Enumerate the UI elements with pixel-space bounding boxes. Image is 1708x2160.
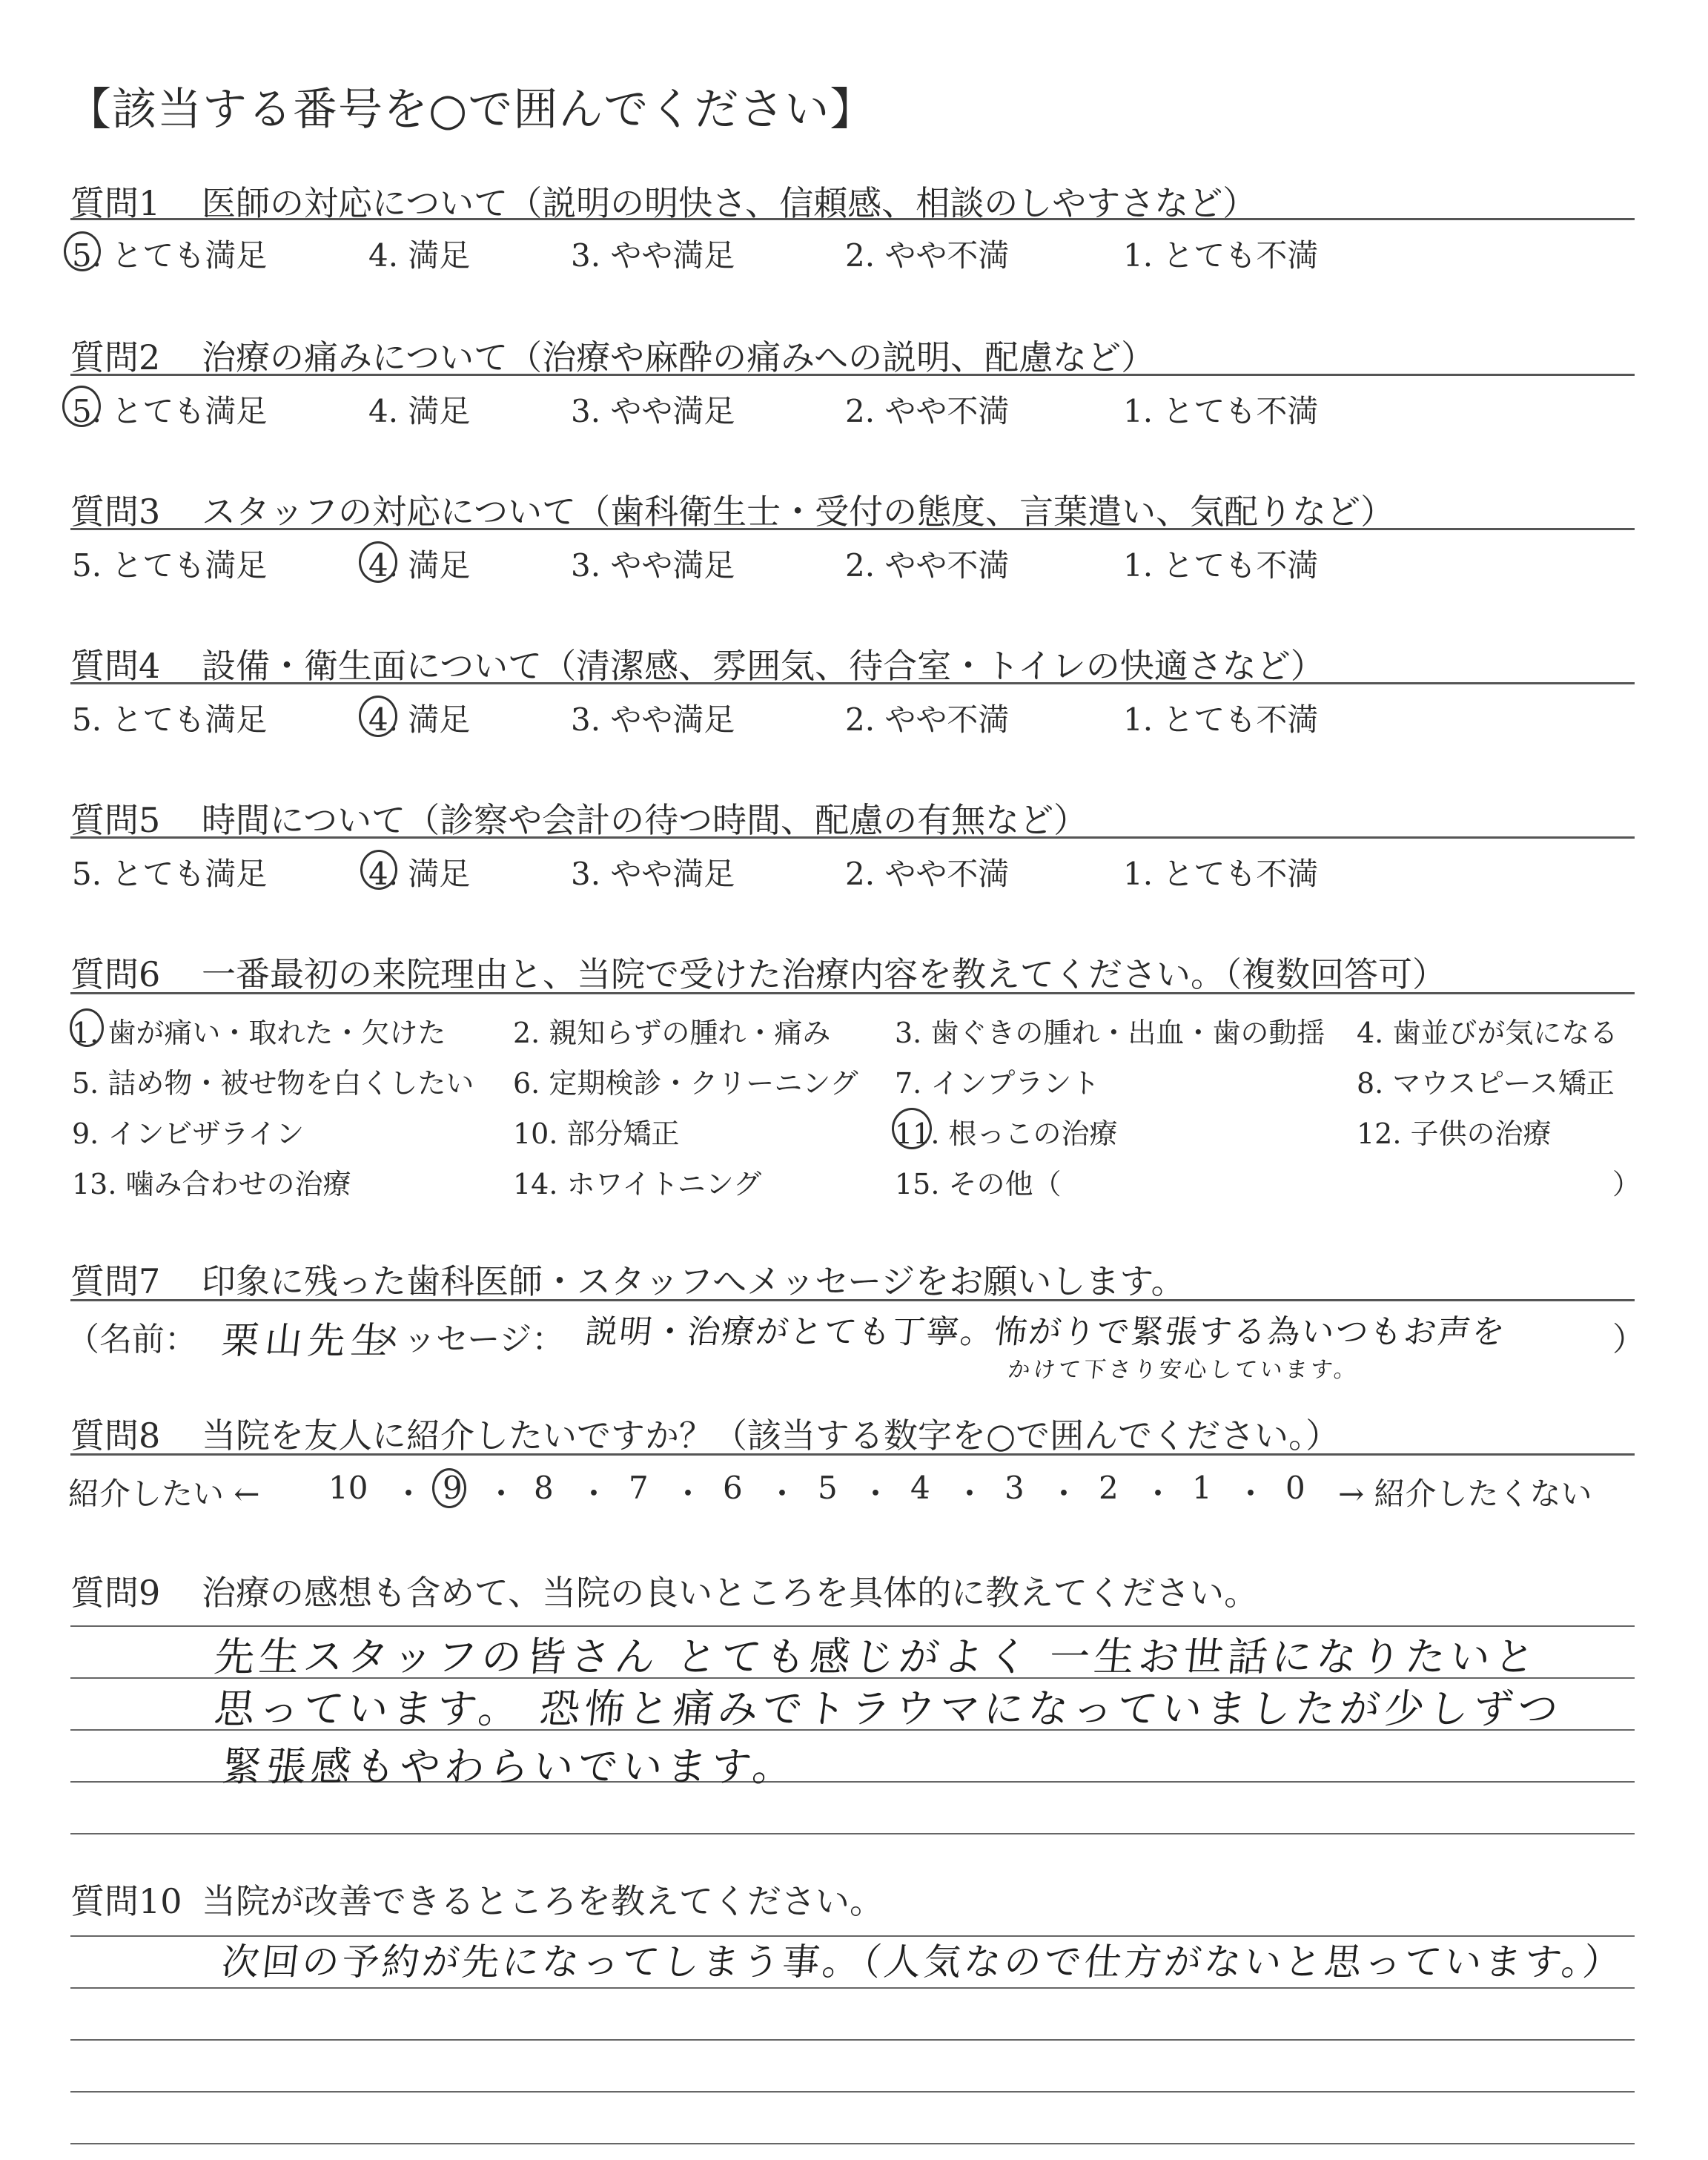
q4-option-2[interactable]: 2. やや不満 <box>845 701 1010 738</box>
q6-selected-circle-1 <box>70 1008 104 1047</box>
question-4-rule <box>70 682 1635 684</box>
q8-selected-circle <box>432 1468 466 1508</box>
q6-option-15-close-paren: ） <box>1612 1168 1641 1200</box>
question-2-text: 治療の痛みについて（治療や麻酔の痛みへの説明、配慮など） <box>202 337 1156 377</box>
q8-scale-dot: ・ <box>1048 1476 1080 1512</box>
q10-answer-line-1[interactable]: 次回の予約が先になってしまう事。（人気なので仕方がないと思っています。） <box>219 1941 1626 1984</box>
q5-option-3[interactable]: 3. やや満足 <box>571 856 735 892</box>
q8-scale-dot: ・ <box>393 1476 425 1512</box>
q3-option-3[interactable]: 3. やや満足 <box>571 547 735 584</box>
q8-scale-8[interactable]: 8 <box>534 1470 554 1506</box>
q8-scale-dot: ・ <box>672 1476 704 1512</box>
q1-selected-circle <box>64 231 101 271</box>
q8-scale-5[interactable]: 5 <box>818 1470 838 1506</box>
q8-scale-10[interactable]: 10 <box>328 1470 368 1506</box>
q8-scale-dot: ・ <box>578 1476 610 1512</box>
q6-option-5[interactable]: 5. 詰め物・被せ物を白くしたい <box>72 1067 474 1100</box>
question-5-rule <box>70 836 1635 839</box>
q5-option-5[interactable]: 5. とても満足 <box>72 856 268 892</box>
question-6-label: 質問6 <box>70 954 161 994</box>
q9-answer-line <box>70 1833 1635 1834</box>
q8-scale-dot: ・ <box>954 1476 986 1512</box>
question-10-label: 質問10 <box>70 1881 182 1921</box>
q8-right-label: → 紹介したくない <box>1338 1476 1592 1512</box>
q3-option-2[interactable]: 2. やや不満 <box>845 547 1010 584</box>
question-5-text: 時間について（診察や会計の待つ時間、配慮の有無など） <box>202 800 1088 840</box>
q6-option-7[interactable]: 7. インプラント <box>895 1067 1100 1100</box>
q5-option-2[interactable]: 2. やや不満 <box>845 856 1010 892</box>
q2-selected-circle <box>62 386 101 427</box>
q6-option-1[interactable]: 1. 歯が痛い・取れた・欠けた <box>72 1017 446 1049</box>
q4-option-3[interactable]: 3. やや満足 <box>571 701 735 738</box>
question-8-rule <box>70 1453 1635 1456</box>
q8-scale-dot: ・ <box>767 1476 798 1512</box>
q5-option-4[interactable]: 4. 満足 <box>368 856 471 892</box>
q6-option-10[interactable]: 10. 部分矯正 <box>513 1117 680 1150</box>
q1-option-5[interactable]: 5. とても満足 <box>72 237 268 274</box>
question-7-label: 質問7 <box>70 1261 161 1301</box>
question-7-text: 印象に残った歯科医師・スタッフへメッセージをお願いします。 <box>202 1261 1185 1301</box>
q10-answer-line <box>70 2039 1635 2041</box>
q2-option-1[interactable]: 1. とても不満 <box>1123 393 1319 429</box>
q7-message-line-2[interactable]: かけて下さり安心しています。 <box>1006 1357 1361 1383</box>
q1-option-3[interactable]: 3. やや満足 <box>571 237 735 274</box>
question-10-text: 当院が改善できるところを教えてください。 <box>202 1881 884 1921</box>
q3-option-4[interactable]: 4. 満足 <box>368 547 471 584</box>
q7-message-label: メッセージ： <box>371 1321 565 1358</box>
q6-option-13[interactable]: 13. 噛み合わせの治療 <box>72 1168 351 1200</box>
question-8-label: 質問8 <box>70 1416 161 1456</box>
q3-option-1[interactable]: 1. とても不満 <box>1123 547 1319 584</box>
q1-option-1[interactable]: 1. とても不満 <box>1123 237 1319 274</box>
question-7-rule <box>70 1299 1635 1301</box>
question-9-text: 治療の感想も含めて、当院の良いところを具体的に教えてください。 <box>202 1573 1259 1613</box>
q4-option-4[interactable]: 4. 満足 <box>368 701 471 738</box>
q6-option-8[interactable]: 8. マウスピース矯正 <box>1357 1067 1615 1100</box>
question-6-text: 一番最初の来院理由と、当院で受けた治療内容を教えてください。（複数回答可） <box>202 954 1446 994</box>
q5-selected-circle <box>360 850 397 890</box>
q8-scale-dot: ・ <box>1142 1476 1174 1512</box>
q3-selected-circle <box>359 541 397 583</box>
q8-scale-4[interactable]: 4 <box>910 1470 930 1506</box>
q6-option-14[interactable]: 14. ホワイトニング <box>513 1168 762 1200</box>
q6-option-3[interactable]: 3. 歯ぐきの腫れ・出血・歯の動揺 <box>895 1017 1325 1049</box>
q1-option-2[interactable]: 2. やや不満 <box>845 237 1010 274</box>
q8-scale-dot: ・ <box>860 1476 892 1512</box>
q2-option-5[interactable]: 5. とても満足 <box>72 393 268 429</box>
question-2-label: 質問2 <box>70 337 161 377</box>
question-3-text: スタッフの対応について（歯科衛生士・受付の態度、言葉遣い、気配りなど） <box>202 492 1395 532</box>
q10-answer-line <box>70 2143 1635 2144</box>
q6-selected-circle-11 <box>892 1108 932 1149</box>
question-8-text: 当院を友人に紹介したいですか？（該当する数字を○で囲んでください。） <box>202 1416 1340 1456</box>
question-3-rule <box>70 528 1635 530</box>
q8-scale-6[interactable]: 6 <box>723 1470 743 1506</box>
q2-option-3[interactable]: 3. やや満足 <box>571 393 735 429</box>
question-1-label: 質問1 <box>70 183 161 223</box>
q6-option-11[interactable]: 11. 根っこの治療 <box>895 1117 1118 1150</box>
question-3-label: 質問3 <box>70 492 161 532</box>
q6-option-9[interactable]: 9. インビザライン <box>72 1117 305 1150</box>
q7-name-value[interactable]: 栗山先生 <box>219 1319 397 1362</box>
question-6-rule <box>70 992 1635 994</box>
q2-option-2[interactable]: 2. やや不満 <box>845 393 1010 429</box>
q3-option-5[interactable]: 5. とても満足 <box>72 547 268 584</box>
q9-answer-line-3[interactable]: 緊張感もやわらいでいます。 <box>219 1743 800 1790</box>
q7-name-label: （名前： <box>67 1321 197 1358</box>
q8-scale-3[interactable]: 3 <box>1004 1470 1025 1506</box>
question-9-label: 質問9 <box>70 1573 161 1613</box>
question-1-rule <box>70 218 1635 220</box>
question-5-label: 質問5 <box>70 800 161 840</box>
q6-option-6[interactable]: 6. 定期検診・クリーニング <box>513 1067 858 1100</box>
q8-left-label: 紹介したい ← <box>68 1476 260 1512</box>
q5-option-1[interactable]: 1. とても不満 <box>1123 856 1319 892</box>
q6-option-2[interactable]: 2. 親知らずの腫れ・痛み <box>513 1017 831 1049</box>
page-title: 【該当する番号を○で囲んでください】 <box>67 84 875 136</box>
q4-selected-circle <box>359 696 397 737</box>
q4-option-1[interactable]: 1. とても不満 <box>1123 701 1319 738</box>
question-1-text: 医師の対応について（説明の明快さ、信頼感、相談のしやすさなど） <box>202 183 1257 223</box>
question-4-label: 質問4 <box>70 646 161 686</box>
q8-scale-7[interactable]: 7 <box>629 1470 649 1506</box>
q2-option-4[interactable]: 4. 満足 <box>368 393 471 429</box>
q8-scale-9[interactable]: 9 <box>443 1470 463 1506</box>
q8-scale-0[interactable]: 0 <box>1285 1470 1305 1506</box>
q6-option-4[interactable]: 4. 歯並びが気になる <box>1357 1017 1618 1049</box>
question-4-text: 設備・衛生面について（清潔感、雰囲気、待合室・トイレの快適さなど） <box>202 646 1325 686</box>
q6-option-15[interactable]: 15. その他（ <box>895 1168 1062 1200</box>
q8-scale-dot: ・ <box>1235 1476 1267 1512</box>
q1-option-4[interactable]: 4. 満足 <box>368 237 471 274</box>
q8-scale-dot: ・ <box>486 1476 517 1512</box>
q10-answer-line <box>70 1987 1635 1989</box>
q4-option-5[interactable]: 5. とても満足 <box>72 701 268 738</box>
q9-answer-line-1[interactable]: 先生スタッフの皆さん とても感じがよく 一生お世話になりたいと <box>212 1634 1542 1680</box>
q7-close-paren: ） <box>1612 1321 1645 1358</box>
q8-scale-2[interactable]: 2 <box>1099 1470 1119 1506</box>
q8-scale-1[interactable]: 1 <box>1192 1470 1212 1506</box>
q6-option-12[interactable]: 12. 子供の治療 <box>1357 1117 1552 1150</box>
q9-answer-line-2[interactable]: 思っています。 恐怖と痛みでトラウマになっていましたが少しずつ <box>212 1685 1565 1732</box>
q10-answer-line <box>70 2091 1635 2093</box>
q7-message-line-1[interactable]: 説明・治療がとても丁寧。怖がりで緊張する為いつもお声を <box>583 1313 1509 1351</box>
question-2-rule <box>70 374 1635 376</box>
